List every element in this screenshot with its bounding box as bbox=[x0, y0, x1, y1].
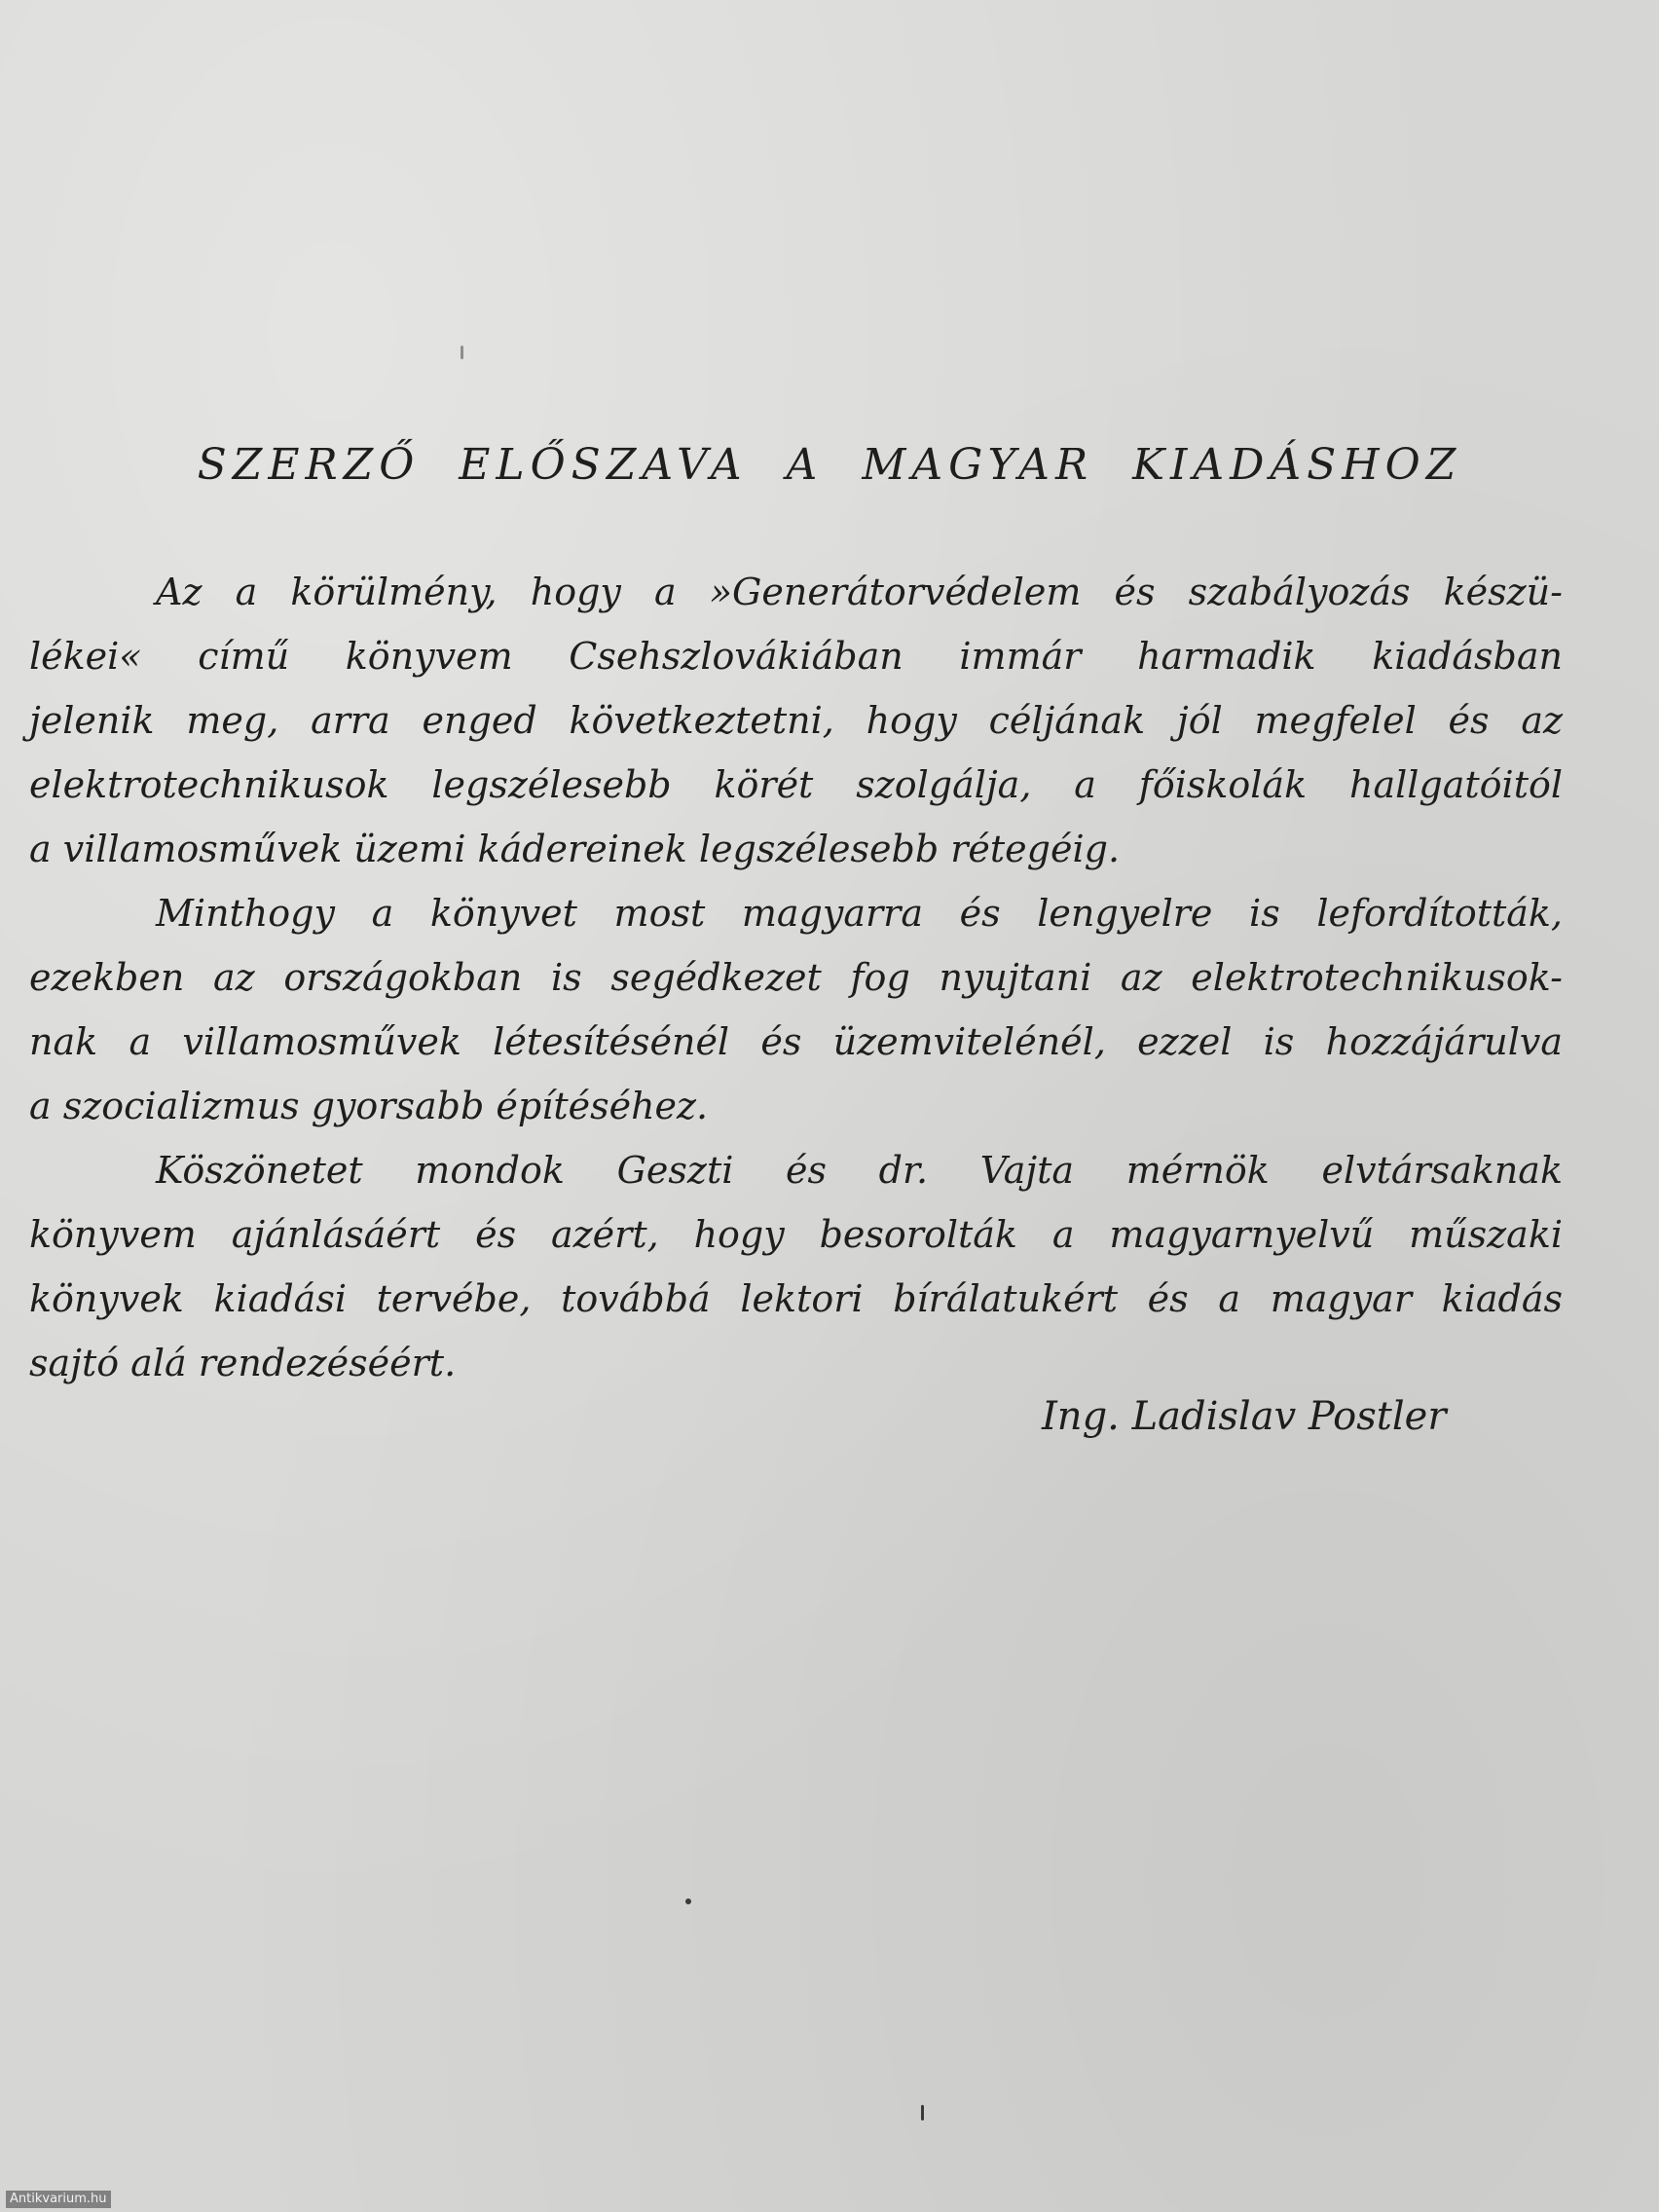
page-title bbox=[0, 436, 1659, 495]
text-line: Köszönetet mondok Geszti és dr. Vajta mérnök elvtársaknak bbox=[156, 1149, 1563, 1192]
title-word: SZERZŐ bbox=[197, 440, 421, 490]
text-line: jelenik meg, arra enged következtetni, hogy céljának jól megfelel és az bbox=[29, 699, 1563, 742]
title-word: KIADÁSHOZ bbox=[1132, 440, 1462, 490]
body-text bbox=[29, 560, 1563, 1395]
author-signature: Ing. Ladislav Postler bbox=[1042, 1394, 1447, 1439]
title-word: ELŐSZAVA bbox=[459, 440, 748, 490]
paragraph-2 bbox=[29, 881, 1563, 1138]
paper-speck bbox=[461, 346, 463, 359]
text-line: a szocializmus gyorsabb építéséhez. bbox=[29, 1085, 709, 1127]
text-line: a villamosművek üzemi kádereinek legszélesebb rétegéig. bbox=[29, 828, 1121, 870]
paragraph-3 bbox=[29, 1138, 1563, 1395]
text-line: könyvem ajánlásáért és azért, hogy besorolták a magyarnyelvű műszaki bbox=[29, 1213, 1563, 1256]
watermark-label: Antikvarium.hu bbox=[6, 2191, 111, 2208]
title-word: MAGYAR bbox=[862, 440, 1094, 490]
text-line: sajtó alá rendezéséért. bbox=[29, 1342, 457, 1384]
text-line: lékei« című könyvem Csehszlovákiában immár harmadik kiadásban bbox=[29, 635, 1563, 678]
paper-speck bbox=[685, 1899, 691, 1904]
paper-speck bbox=[921, 2105, 924, 2120]
title-word: A bbox=[786, 440, 824, 490]
text-line: könyvek kiadási tervébe, továbbá lektori bírálatukért és a magyar kiadás bbox=[29, 1277, 1563, 1320]
text-line: elektrotechnikusok legszélesebb körét szolgálja, a főiskolák hallgatóitól bbox=[29, 763, 1563, 806]
text-line: nak a villamosművek létesítésénél és üzemvitelénél, ezzel is hozzájárulva bbox=[29, 1020, 1563, 1063]
paragraph-1 bbox=[29, 560, 1563, 881]
text-line: Az a körülmény, hogy a »Generátorvédelem és szabályozás készü- bbox=[156, 571, 1563, 613]
text-line: Minthogy a könyvet most magyarra és lengyelre is lefordították, bbox=[156, 892, 1563, 935]
text-line: ezekben az országokban is segédkezet fog nyujtani az elektrotechnikusok- bbox=[29, 956, 1563, 999]
